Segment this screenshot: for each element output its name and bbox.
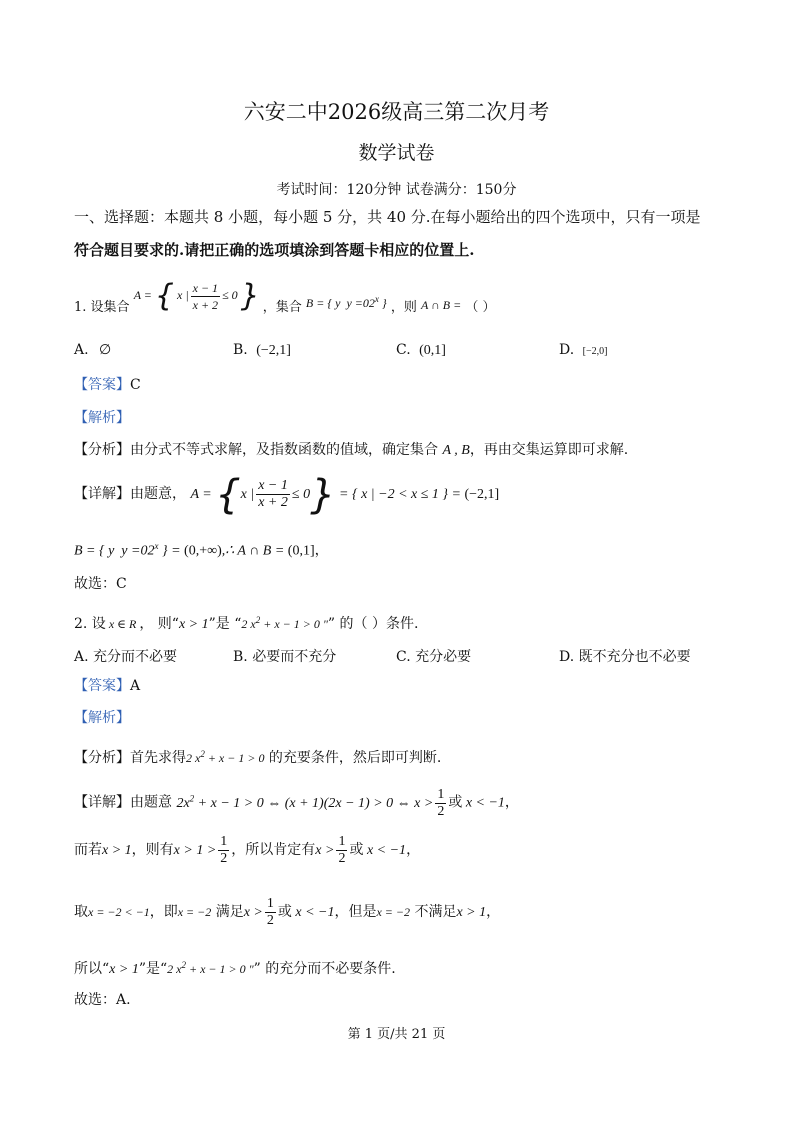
question-2-stem: 2. 设 x ∈ R ， 则“x > 1”是 “2 $x^2 + x - 1 > 0$ "” 的（ ）条件. — [74, 615, 419, 632]
exam-info: 考试时间：120分钟 试卷满分：150分 — [276, 182, 517, 198]
q1-intersection: A ∩ B = — [421, 298, 462, 312]
q1-set-b-label: ，集合 — [262, 300, 302, 315]
q2-option-a: A. 充分而不必要 — [74, 649, 178, 665]
q1-detail: 【详解】由题意， A = {x | $\frac{x - 1}{x + 2}$ ≤ 0} = { x | −2 < x ≤ 1 } = (−2,1] — [74, 471, 500, 518]
q1-answer: 【答案】C — [74, 377, 141, 393]
section-instructions-line1: 一、选择题：本题共 8 小题，每小题 5 分，共 40 分.在每小题给出的四个选项中，只有一项是 — [74, 208, 701, 226]
q2-detail: 【详解】由题意 $2x^2 + x - 1 > 0$ ⇔ (x + 1)(2x − 1) > 0 ⇔ x > $\frac{1}{2}$ 或 x < −1， — [74, 786, 519, 819]
q2-detail-line3: 取x = −2 < −1，即x = −2 满足x > $\frac{1}{2}$ 或 x < −1，但是x = −2 不满足x > 1， — [74, 896, 501, 929]
q1-option-d: D. [−2,0] — [559, 342, 608, 358]
q2-conclusion: 故选：A. — [74, 992, 131, 1008]
q1-detail-formula: A = {x | $\frac{x - 1}{x + 2}$ ≤ 0} = { x | −2 < x ≤ 1 } = (−2,1] — [190, 471, 500, 518]
q1-option-b: B. (−2,1] — [233, 342, 291, 358]
q1-set-b: B = { y $y =02^x$ } — [305, 294, 387, 310]
q1-option-c: C. (0,1] — [396, 342, 446, 358]
q2-option-b: B. 必要而不充分 — [233, 649, 337, 665]
q1-detail-set-b: B = { y $y =02^x$ } = (0,+∞),∴ A ∩ B = (0,1]， — [74, 541, 329, 559]
q2-option-c: C. 充分必要 — [396, 649, 472, 665]
q2-option-d: D. 既不充分也不必要 — [559, 649, 691, 665]
q1-then: ，则 — [390, 300, 417, 315]
q1-prefix: 1. 设集合 — [74, 300, 130, 315]
q1-set-a: A = { x | $\frac{x - 1}{x + 2}$ ≤ 0 } — [133, 278, 260, 314]
q1-option-a: A. ∅ — [74, 342, 112, 358]
q2-detail-line4: 所以“x > 1”是“2 $x^2 + x - 1 > 0$ "” 的充分而不必要条件. — [74, 960, 396, 977]
q2-detail-line2: 而若x > 1，则有x > 1 > $\frac{1}{2}$ ，所以肯定有x > $\frac{1}{2}$ 或 x < −1， — [74, 834, 421, 867]
q2-answer: 【答案】A — [74, 678, 141, 694]
q1-paren: （ ） — [465, 300, 496, 315]
q2-fenxi: 【分析】首先求得2 $x^2 + x - 1 > 0$ 的充要条件，然后即可判断. — [74, 749, 442, 766]
page-subtitle: 数学试卷 — [358, 142, 435, 164]
q1-fenxi: 【分析】由分式不等式求解，及指数函数的值域，确定集合 A , B，再由交集运算即可求解. — [74, 442, 629, 458]
q1-analysis-tag: 【解析】 — [74, 410, 130, 426]
page-number: 第 1 页/共 21 页 — [347, 1027, 446, 1042]
q1-conclusion: 故选：C — [74, 576, 127, 592]
section-instructions-line2: 符合题目要求的.请把正确的选项填涂到答题卡相应的位置上. — [74, 241, 475, 259]
page-title: 六安二中2026级高三第二次月考 — [243, 100, 550, 124]
question-1-stem — [74, 278, 496, 328]
q2-analysis-tag: 【解析】 — [74, 710, 130, 726]
